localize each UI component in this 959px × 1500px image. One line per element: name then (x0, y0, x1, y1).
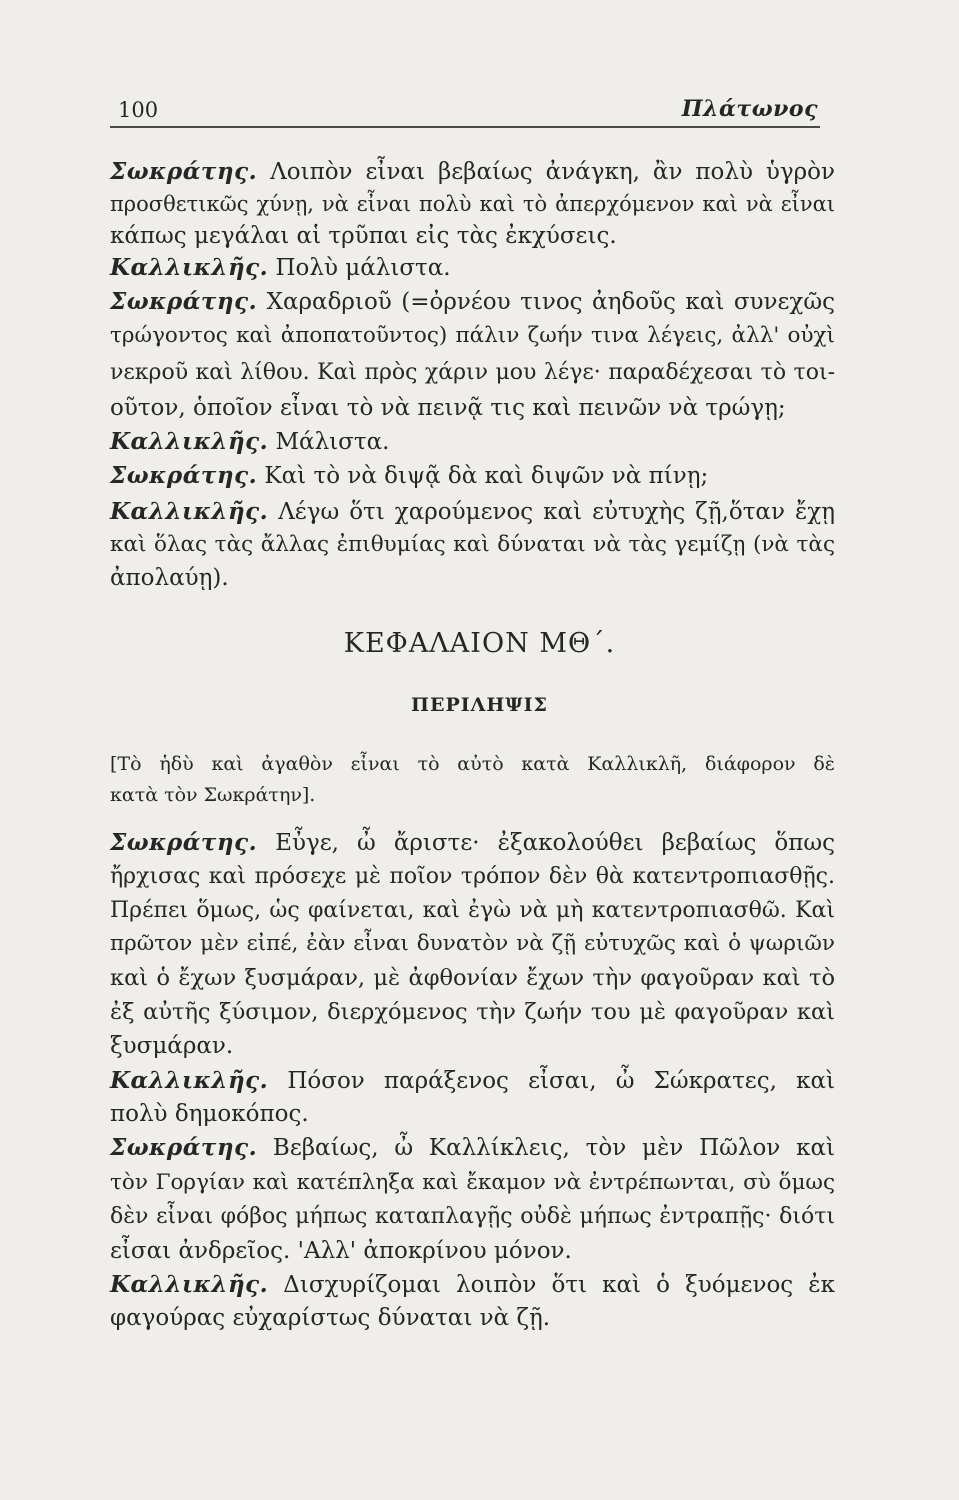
line-text: πρῶτον μὲν εἰπέ, ἐὰν εἶναι δυνατὸν νὰ ζῇ εὐτυχῶς καὶ ὁ ψωριῶν (110, 931, 835, 956)
text-line (110, 563, 835, 593)
text-line (110, 1031, 835, 1061)
chapter-subtitle: ΠΕΡΙΛΗΨΙΣ (411, 694, 548, 716)
line-text: Εὖγε, ὦ ἄριστε· ἐξακολούθει βεβαίως ὅπως (275, 830, 835, 856)
page-number: 100 (118, 98, 159, 122)
text-line (110, 253, 835, 283)
speaker-name: Καλλικλῆς. (110, 254, 269, 281)
speaker-name: Σωκράτης. (110, 158, 258, 185)
speaker-name: Σωκράτης. (110, 1134, 258, 1161)
text-line (110, 530, 835, 560)
text-line (110, 189, 835, 219)
line-text: τρώγοντος καὶ ἀποπατοῦντος) πάλιν ζωήν τινα λέγεις, ἀλλ' οὐχὶ (110, 323, 835, 348)
text-line (110, 1168, 835, 1198)
line-text: δὲν εἶναι φόβος μήπως καταπλαγῇς οὐδὲ μήπως ἐντραπῇς· διότι (110, 1204, 835, 1229)
page-header (110, 92, 820, 128)
line-text: πολὺ δημοκόπος. (110, 1101, 309, 1127)
text-line (110, 1099, 835, 1129)
text-line (110, 427, 835, 457)
text-line (110, 929, 835, 959)
speaker-name: Σωκράτης. (110, 829, 258, 856)
line-text: ἤρχισας καὶ πρόσεχε μὲ ποῖον τρόπον δὲν θὰ κατεντροπιασθῇς. (110, 864, 835, 889)
text-line (110, 157, 835, 187)
line-text: κάπως μεγάλαι αἱ τρῦπαι εἰς τὰς ἐκχύσεις. (110, 223, 617, 249)
text-line (110, 997, 835, 1027)
line-text: Λοιπὸν εἶναι βεβαίως ἀνάγκη, ἂν πολὺ ὑγρὸν (270, 159, 836, 185)
text-line (110, 1270, 835, 1300)
line-text: Δισχυρίζομαι λοιπὸν ὅτι καὶ ὁ ξυόμενος ἐκ (283, 1272, 835, 1298)
line-text: καὶ ὁ ἔχων ξυσμάραν, μὲ ἀφθονίαν ἔχων τὴν φαγοῦραν καὶ τὸ (110, 965, 835, 991)
header-rule (110, 126, 820, 128)
speaker-name: Καλλικλῆς. (110, 428, 269, 455)
line-text: Χαραδριοῦ (=ὀρνέου τινος ἀηδοῦς καὶ συνεχῶς (266, 289, 835, 315)
text-line (110, 1066, 835, 1096)
line-text: Πρέπει ὅμως, ὡς φαίνεται, καὶ ἐγὼ νὰ μὴ κατεντροπιασθῶ. Καὶ (110, 898, 835, 923)
line-text: καὶ ὅλας τὰς ἄλλας ἐπιθυμίας καὶ δύναται νὰ τὰς γεμίζῃ (νὰ τὰς (110, 532, 835, 557)
text-line (110, 461, 835, 491)
text-line (110, 1303, 835, 1333)
text-line (110, 1133, 835, 1163)
speaker-name: Σωκράτης. (110, 462, 258, 489)
text-line (110, 287, 835, 317)
text-line (110, 1236, 835, 1266)
line-text: Βεβαίως, ὦ Καλλίκλεις, τὸν μὲν Πῶλον καὶ (272, 1135, 836, 1161)
text-line (110, 321, 835, 351)
text-line (110, 828, 835, 858)
text-line (110, 862, 835, 892)
chapter-summary-line: κατὰ τὸν Σωκράτην]. (110, 784, 316, 806)
chapter-summary-line: [Τὸ ἡδὺ καὶ ἀγαθὸν εἶναι τὸ αὐτὸ κατὰ Καλλικλῆ, διάφορον δὲ (110, 753, 835, 775)
running-title: Πλάτωνος (681, 96, 818, 122)
text-line (110, 393, 835, 423)
text-line (110, 358, 835, 388)
line-text: φαγούρας εὐχαρίστως δύναται νὰ ζῇ. (110, 1305, 551, 1331)
speaker-name: Καλλικλῆς. (110, 1067, 269, 1094)
line-text: ξυσμάραν. (110, 1033, 234, 1059)
chapter-title: ΚΕΦΑΛΑΙΟΝ ΜΘ΄. (343, 628, 616, 659)
line-text: ἀπολαύῃ). (110, 565, 229, 591)
line-text: Λέγω ὅτι χαρούμενος καὶ εὐτυχὴς ζῇ,ὅταν ἔχῃ (278, 499, 836, 525)
text-line (110, 896, 835, 926)
line-text: εἶσαι ἀνδρεῖος. 'Αλλ' ἀποκρίνου μόνον. (110, 1238, 572, 1264)
line-text: τὸν Γοργίαν καὶ κατέπληξα καὶ ἔκαμον νὰ ἐντρέπωνται, σὺ ὅμως (110, 1170, 835, 1195)
text-line (110, 221, 835, 251)
line-text: οῦτον, ὁποῖον εἶναι τὸ νὰ πεινᾷ τις καὶ πεινῶν νὰ τρώγῃ; (110, 395, 786, 421)
line-text: Πολὺ μάλιστα. (275, 255, 451, 281)
speaker-name: Καλλικλῆς. (110, 1271, 269, 1298)
text-line (110, 1202, 835, 1232)
line-text: Καὶ τὸ νὰ διψᾷ δὰ καὶ διψῶν νὰ πίνῃ; (264, 463, 709, 489)
line-text: προσθετικῶς χύνῃ, νὰ εἶναι πολὺ καὶ τὸ ἀπερχόμενον καὶ νὰ εἶναι (110, 192, 835, 216)
line-text: ἐξ αὐτῆς ξύσιμον, διερχόμενος τὴν ζωήν του μὲ φαγοῦραν καὶ (110, 999, 835, 1025)
text-line (110, 963, 835, 993)
line-text: Μάλιστα. (275, 429, 390, 455)
speaker-name: Καλλικλῆς. (110, 498, 269, 525)
line-text: νεκροῦ καὶ λίθου. Καὶ πρὸς χάριν μου λέγε· παραδέχεσαι τὸ τοι- (110, 360, 835, 385)
line-text: Πόσον παράξενος εἶσαι, ὦ Σώκρατες, καὶ (287, 1068, 835, 1094)
text-line (110, 497, 835, 527)
speaker-name: Σωκράτης. (110, 288, 258, 315)
